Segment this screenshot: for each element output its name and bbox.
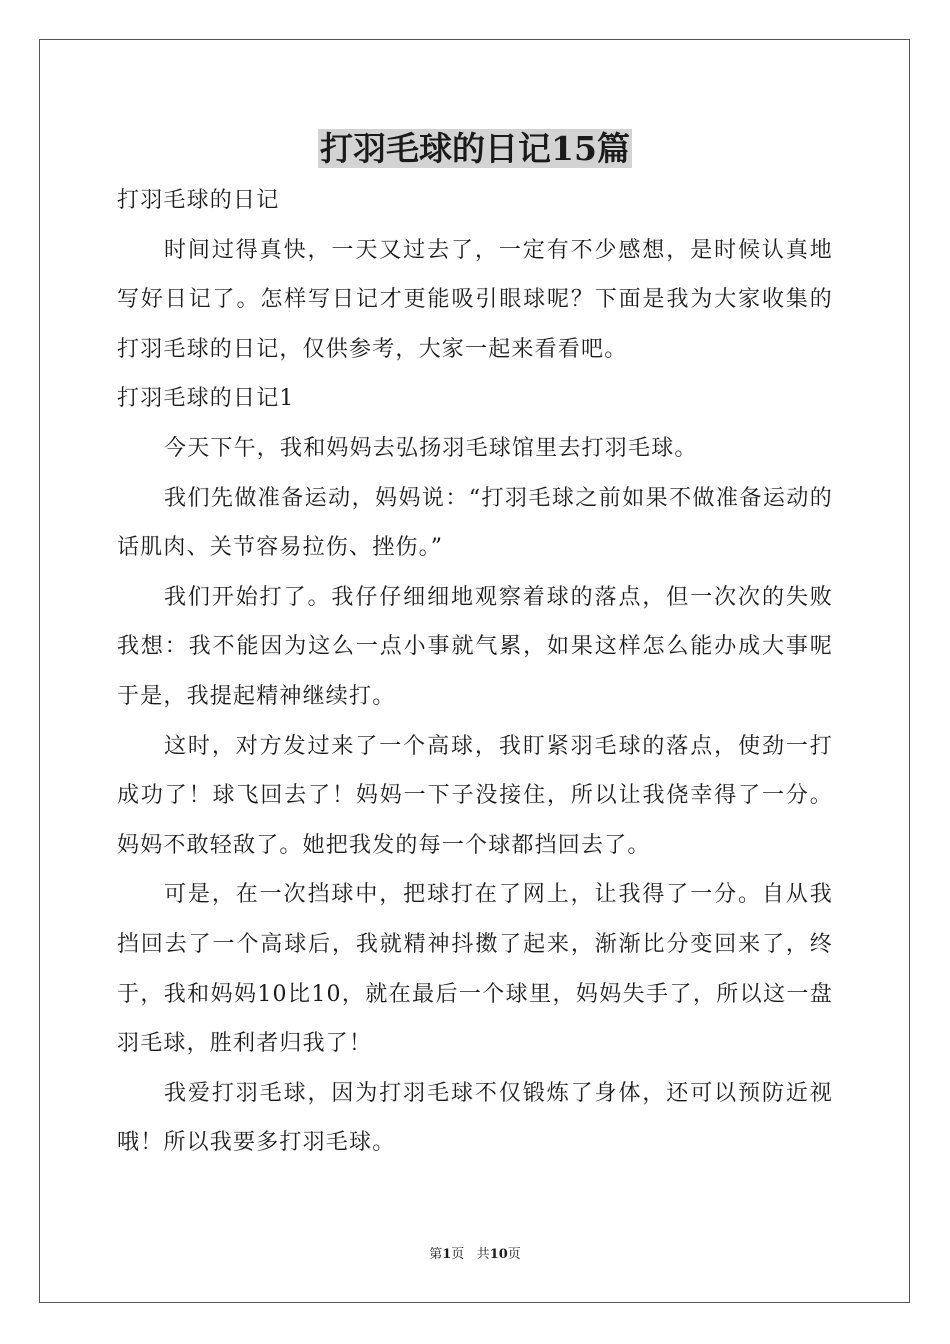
footer-page-prefix: 第 — [429, 1247, 443, 1262]
body-paragraph: 我们先做准备运动，妈妈说：“打羽毛球之前如果不做准备运动的话肌肉、关节容易拉伤、挫伤。” — [117, 485, 833, 561]
footer-total-suffix: 页 — [507, 1247, 521, 1262]
document-title — [0, 126, 950, 172]
footer-total-prefix: 共 — [476, 1247, 490, 1262]
body-paragraph: 我爱打羽毛球，因为打羽毛球不仅锻炼了身体，还可以预防近视哦！所以我要多打羽毛球。 — [117, 1080, 833, 1156]
body-paragraph: 可是，在一次挡球中，把球打在了网上，让我得了一分。自从我挡回去了一个高球后，我就精神抖擞了起来，渐渐比分变回来了，终于，我和妈妈10比10，就在最后一个球里，妈妈失手了，所以这一盘羽毛球，胜利者归我了！ — [117, 882, 833, 1057]
footer-page-total: 10 — [489, 1247, 508, 1262]
page-footer — [0, 1246, 950, 1264]
body-paragraph: 我们开始打了。我仔仔细细地观察着球的落点，但一次次的失败我想：我不能因为这么一点小事就气累，如果这样怎么能办成大事呢于是，我提起精神继续打。 — [117, 584, 833, 709]
intro-paragraph: 时间过得真快，一天又过去了，一定有不少感想，是时候认真地写好日记了。怎样写日记才更能吸引眼球呢？下面是我为大家收集的打羽毛球的日记，仅供参考，大家一起来看看吧。 — [117, 237, 833, 362]
document-title-text: 打羽毛球的日记15篇 — [320, 129, 630, 168]
body-paragraph: 这时，对方发过来了一个高球，我盯紧羽毛球的落点，使劲一打成功了！球飞回去了！妈妈一下子没接住，所以让我侥幸得了一分。妈妈不敢轻敌了。她把我发的每一个球都挡回去了。 — [117, 733, 833, 858]
footer-page-current: 1 — [442, 1247, 452, 1262]
footer-page-suffix: 页 — [451, 1247, 465, 1262]
document-body — [117, 176, 833, 1168]
diary-heading: 打羽毛球的日记1 — [117, 386, 295, 412]
body-paragraph: 今天下午，我和妈妈去弘扬羽毛球馆里去打羽毛球。 — [164, 435, 698, 461]
section-heading: 打羽毛球的日记 — [117, 188, 280, 213]
